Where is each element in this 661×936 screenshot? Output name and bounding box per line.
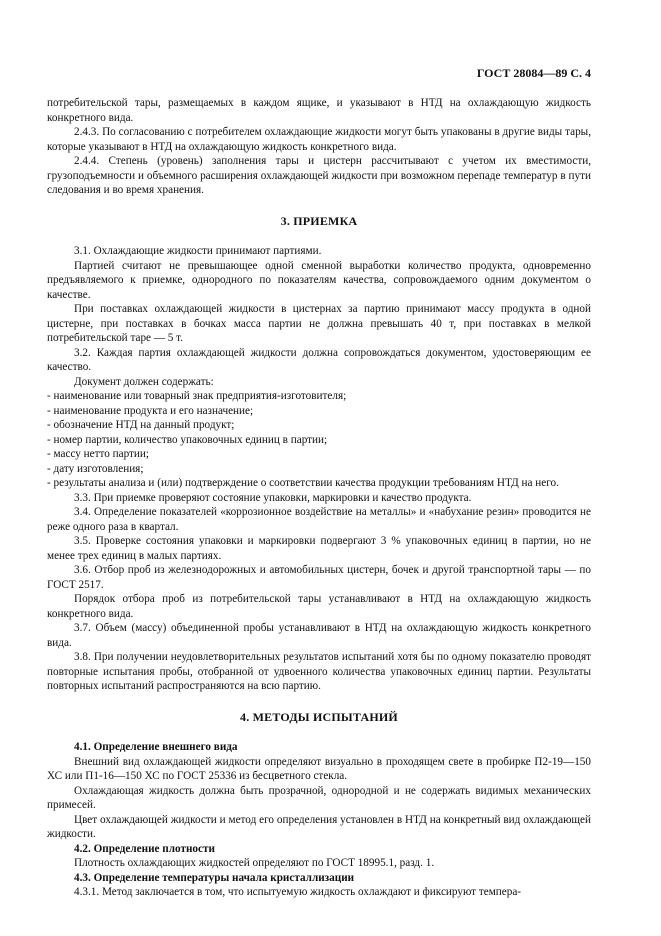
paragraph: потребительской тары, размещаемых в каждом ящике, и указывают в НТД на охлаждающую жидкость конкретного вида. [47,97,591,124]
paragraph: Плотность охлаждающих жидкостей определяют по ГОСТ 18995.1, разд. 1. [74,857,435,869]
document-body [47,96,591,900]
paragraph: 3.6. Отбор проб из железнодорожных и автомобильных цистерн, бочек и другой транспортной тары — по ГОСТ 2517. [47,564,591,591]
paragraph: 2.4.3. По согласованию с потребителем охлаждающие жидкости могут быть упакованы в другие виды тары, которые указывают в НТД на охлаждающую жидкость конкретного вида. [47,126,591,153]
paragraph: 3.8. При получении неудовлетворительных результатов испытаний хотя бы по одному показателю проводят повторные испытания пробы, отобранной от удвоенного количества упаковочных единиц партии. Результаты повторных испытаний распространяются на всю партию. [47,651,591,692]
paragraph: Порядок отбора проб из потребительской тары устанавливают в НТД на охлаждающую жидкость конкретного вида. [47,593,591,620]
paragraph: 3.7. Объем (массу) объединенной пробы устанавливают в НТД на охлаждающую жидкость конкретного вида. [47,622,591,649]
paragraph: 3.5. Проверке состояния упаковки и маркировки подвергают 3 % упаковочных единиц в партии, но не менее трех единиц в малых партиях. [47,535,591,562]
list-item: - наименование или товарный знак предприятия-изготовителя; [47,390,347,402]
page-header: ГОСТ 28084—89 С. 4 [476,66,591,80]
paragraph: 4.3.1. Метод заключается в том, что испытуемую жидкость охлаждают и фиксируют темпера- [74,886,522,898]
paragraph: Документ должен содержать: [74,375,214,388]
paragraph: 2.4.4. Степень (уровень) заполнения тары и цистерн рассчитывают с учетом их вместимости, грузоподъемности и объемного расширения охлаждающей жидкости при возможном перепаде температур в пути следования и во время хранения. [47,155,591,196]
list-item: - наименование продукта и его назначение; [47,404,254,417]
paragraph: При поставках охлаждающей жидкости в цистернах за партию принимают массу продукта в одной цистерне, при поставках в бочках масса партии не должна превышать 40 т, при поставках в мелкой потребительской таре — 5 т. [47,303,591,344]
paragraph: 3.2. Каждая партия охлаждающей жидкости должна сопровождаться документом, удостоверяющим ее качество. [47,346,591,373]
list-item: - массу нетто партии; [47,448,150,460]
list-item: - дату изготовления; [47,462,144,475]
section-heading: 3. ПРИЕМКА [280,213,358,228]
subsection-heading: 4.2. Определение плотности [74,842,215,855]
paragraph: 3.4. Определение показателей «коррозионное воздействие на металлы» и «набухание резин» проводится не реже одного раза в квартал. [47,506,591,533]
paragraph: Охлаждающая жидкость должна быть прозрачной, однородной и не содержать видимых механических примесей. [47,784,591,811]
section-heading: 4. МЕТОДЫ ИСПЫТАНИЙ [240,709,398,724]
paragraph: Внешний вид охлаждающей жидкости определяют визуально в проходящем свете в пробирке П2-19—150 ХС или П1-16—150 ХС по ГОСТ 25336 из бесцветного стекла. [47,755,591,782]
paragraph: Цвет охлаждающей жидкости и метод его определения установлен в НТД на конкретный вид охлаждающей жидкости. [47,813,591,840]
paragraph: Партией считают не превышающее одной сменной выработки количество продукта, одновременно предъявляемого к приемке, однородного по показателям качества, сопровождаемого одним документом о качестве. [47,259,591,301]
list-item: - обозначение НТД на данный продукт; [47,419,235,431]
paragraph: 3.1. Охлаждающие жидкости принимают партиями. [74,245,322,257]
list-item: - результаты анализа и (или) подтверждение о соответствии качества продукции требованиям НТД на него. [47,477,559,489]
paragraph: 3.3. При приемке проверяют состояние упаковки, маркировки и качество продукта. [74,491,472,504]
list-item: - номер партии, количество упаковочных единиц в партии; [47,433,328,446]
subsection-heading: 4.1. Определение внешнего вида [74,741,238,753]
subsection-heading: 4.3. Определение температуры начала кристаллизации [74,871,355,884]
